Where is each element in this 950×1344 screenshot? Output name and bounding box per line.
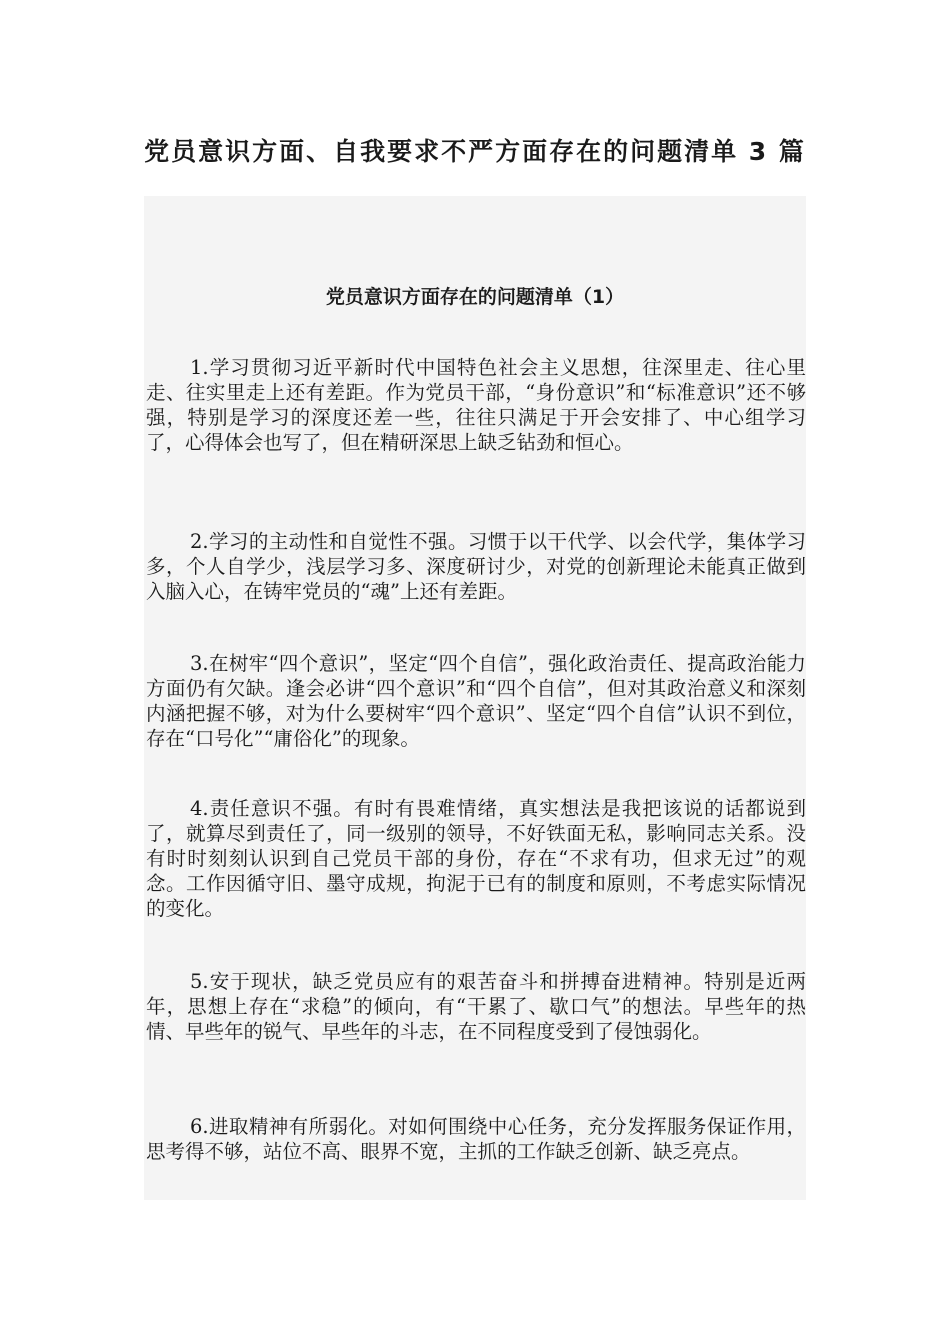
- paragraph-2: 2.学习的主动性和自觉性不强。习惯于以干代学、以会代学，集体学习多，个人自学少，浅层学习多、深度研讨少，对党的创新理论未能真正做到入脑入心，在铸牢党员的“魂”上还有差距。: [146, 530, 806, 603]
- paragraph-3: 3.在树牢“四个意识”，坚定“四个自信”，强化政治责任、提高政治能力方面仍有欠缺。逢会必讲“四个意识”和“四个自信”，但对其政治意义和深刻内涵把握不够，对为什么要树牢“四个意识”、坚定“四个自信”认识不到位，存在“口号化”“庸俗化”的现象。: [146, 652, 806, 750]
- content-panel: [144, 196, 806, 1200]
- document-title: 党员意识方面、自我要求不严方面存在的问题清单 3 篇: [144, 137, 806, 166]
- paragraph-5: 5.安于现状，缺乏党员应有的艰苦奋斗和拼搏奋进精神。特别是近两年，思想上存在“求稳”的倾向，有“干累了、歇口气”的想法。早些年的热情、早些年的锐气、早些年的斗志，在不同程度受到了侵蚀弱化。: [146, 970, 806, 1043]
- paragraph-1: 1.学习贯彻习近平新时代中国特色社会主义思想，往深里走、往心里走、往实里走上还有差距。作为党员干部，“身份意识”和“标准意识”还不够强，特别是学习的深度还差一些，往往只满足于开会安排了、中心组学习了，心得体会也写了，但在精研深思上缺乏钻劲和恒心。: [146, 356, 806, 454]
- paragraph-6: 6.进取精神有所弱化。对如何围绕中心任务，充分发挥服务保证作用，思考得不够，站位不高、眼界不宽，主抓的工作缺乏创新、缺乏亮点。: [146, 1115, 806, 1163]
- paragraph-4: 4.责任意识不强。有时有畏难情绪，真实想法是我把该说的话都说到了，就算尽到责任了，同一级别的领导，不好铁面无私，影响同志关系。没有时时刻刻认识到自己党员干部的身份，存在“不求有功，但求无过”的观念。工作因循守旧、墨守成规，拘泥于已有的制度和原则，不考虑实际情况的变化。: [146, 797, 806, 920]
- section-heading: 党员意识方面存在的问题清单（1）: [325, 286, 625, 308]
